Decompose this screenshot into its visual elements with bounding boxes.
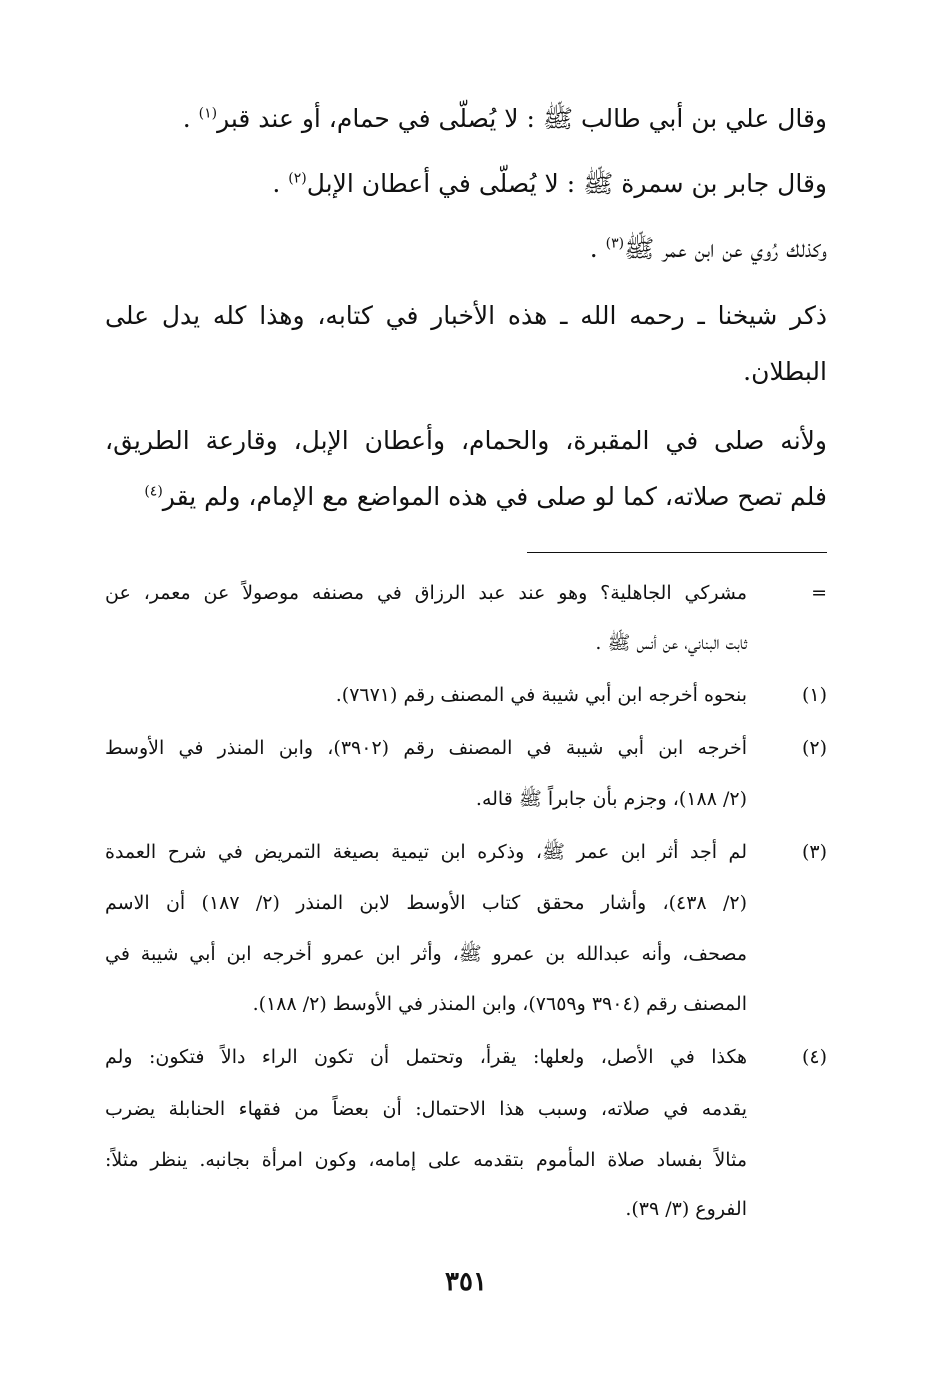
body-line-1-text: وقال علي بن أبي طالب ﷺ : لا يُصلّى في حمام، أو عند قبر (217, 104, 827, 133)
footnote-number: (٤) (801, 1046, 827, 1068)
line-end-dot: . (182, 104, 191, 133)
footnote-ref-2: (٢) (288, 170, 307, 187)
footnote-continued-text-1: مشركي الجاهلية؟ وهو عند عبد الرزاق في مصنفه موصولاً عن معمر، عن (105, 582, 747, 604)
footnote-1-text: بنحوه أخرجه ابن أبي شيبة في المصنف رقم (٧٦٧١). (335, 684, 747, 706)
footnote-number: (٢) (801, 737, 827, 759)
footnote-3-text-3: مصحف، وأنه عبدالله بن عمرو ﷺ، وأثر ابن عمرو أخرجه ابن أبي شيبة في (105, 943, 747, 965)
body-line-2 (105, 164, 827, 204)
footnote-2-text-1: أخرجه ابن أبي شيبة في المصنف رقم (٣٩٠٢)، وابن المنذر في الأوسط (105, 737, 748, 759)
footnote-divider (527, 552, 827, 553)
footnote-number: (١) (801, 684, 827, 706)
footnote-4-text-3: مثالاً بفساد صلاة المأموم بتقدمه على إمامه، وكون امرأة بجانبه. ينظر مثلاً: (105, 1149, 747, 1171)
footnote-ref-1: (١) (198, 105, 218, 122)
body-line-1 (105, 99, 827, 139)
footnote-4-text-4: الفروع (٣/ ٣٩). (625, 1198, 747, 1220)
line-end-dot: . (272, 169, 281, 198)
footnote-continued-text-2: ثابت البناني، عن أنس ﷺ . (595, 632, 747, 654)
body-line-5: البطلان. (743, 357, 827, 386)
page-number: ٣٥١ (445, 1267, 487, 1297)
footnote-3-text-4: المصنف رقم (٣٩٠٤ و٧٦٥٩)، وابن المنذر في الأوسط (٢/ ١٨٨). (252, 993, 747, 1015)
body-line-7-text: فلم تصح صلاته، كما لو صلى في هذه المواضع مع الإمام، ولم يقر (162, 482, 827, 511)
body-line-3 (105, 229, 827, 269)
body-line-3-text: وكذلك رُوي عن ابن عمر ﷺ (624, 234, 827, 263)
body-line-4: ذكر شيخنا ـ رحمه الله ـ هذه الأخبار في كتابه، وهذا كله يدل على (105, 301, 827, 330)
continuation-marker: = (811, 582, 827, 604)
footnote-number: (٣) (801, 841, 827, 863)
line-end-dot: . (589, 234, 598, 263)
footnote-4-text-1: هكذا في الأصل، ولعلها: يقرأ، وتحتمل أن تكون الراء دالاً فتكون: ولم (105, 1046, 747, 1068)
footnote-4-text-2: يقدمه في صلاته، وسبب هذا الاحتمال: أن بعضاً من فقهاء الحنابلة يضرب (105, 1098, 747, 1120)
footnote-2-text-2: (٢/ ١٨٨)، وجزم بأن جابراً ﷺ قاله. (475, 788, 747, 810)
footnote-ref-4: (٤) (144, 483, 163, 500)
footnote-3-text-1: لم أجد أثر ابن عمر ﷺ، وذكره ابن تيمية بصيغة التمريض في شرح العمدة (105, 841, 747, 863)
body-line-2-text: وقال جابر بن سمرة ﷺ : لا يُصلّى في أعطان الإبل (306, 169, 827, 198)
body-line-7 (105, 477, 827, 517)
footnote-3-text-2: (٢/ ٤٣٨)، وأشار محقق كتاب الأوسط لابن المنذر (٢/ ١٨٧) أن الاسم (105, 892, 747, 914)
body-line-6: ولأنه صلى في المقبرة، والحمام، وأعطان الإبل، وقارعة الطريق، (105, 426, 827, 455)
footnote-ref-3: (٣) (605, 235, 625, 252)
